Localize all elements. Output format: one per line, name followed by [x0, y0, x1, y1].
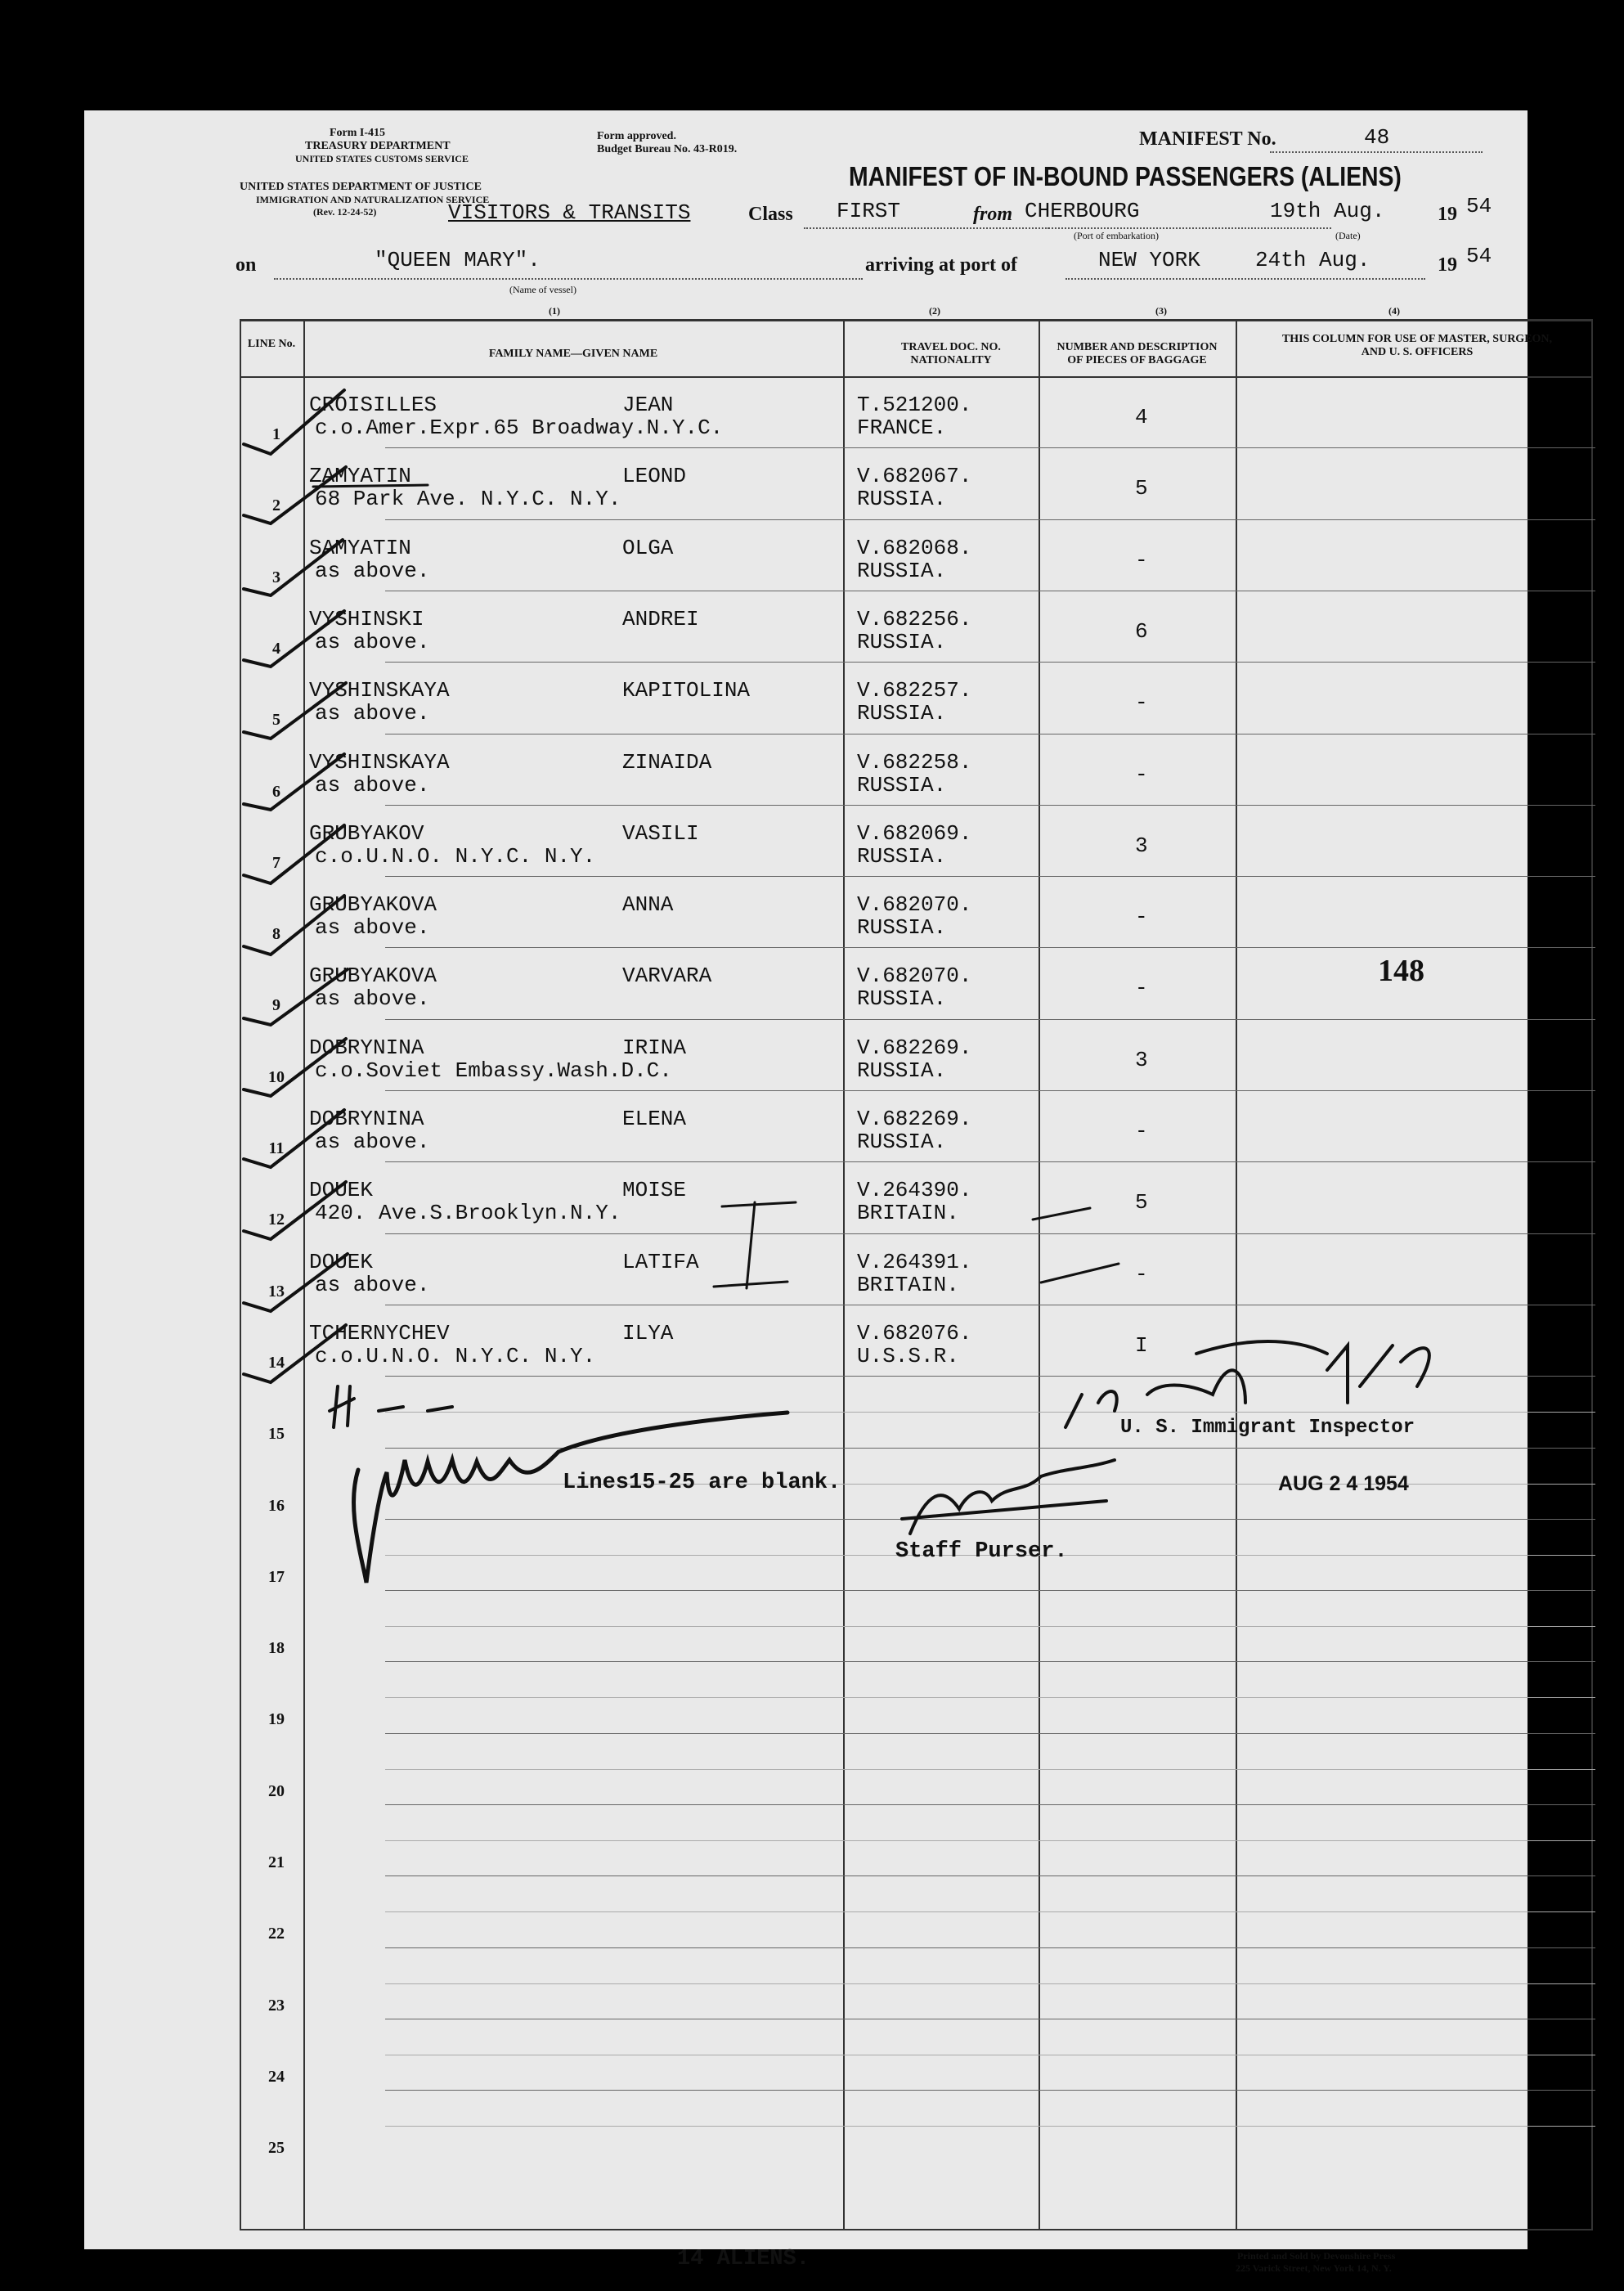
port-of-embarkation: CHERBOURG — [1025, 199, 1140, 223]
on-label: on — [236, 254, 257, 276]
purser-signature — [902, 1460, 1115, 1534]
row-line-number: 3 — [272, 568, 280, 586]
nationality: RUSSIA. — [857, 487, 947, 511]
printer-line-2: 225 Varick Street, New York 14, N. Y. — [1236, 2262, 1392, 2274]
nationality: RUSSIA. — [857, 844, 947, 869]
passenger-category: VISITORS & TRANSITS — [448, 200, 691, 225]
nationality: BRITAIN. — [857, 1201, 959, 1225]
family-name: DOBRYNINA — [309, 1035, 424, 1060]
travel-doc-number: V.682269. — [857, 1035, 972, 1060]
row-line-number: 19 — [268, 1710, 285, 1728]
family-name: VYSHINSKAYA — [309, 678, 450, 703]
address: as above. — [315, 1273, 430, 1297]
check-mark — [244, 969, 348, 1025]
given-name: ILYA — [622, 1321, 674, 1345]
baggage-count: - — [1135, 1119, 1148, 1143]
given-name: OLGA — [622, 536, 674, 560]
row-line-number: 18 — [268, 1639, 285, 1657]
travel-doc-number: V.682067. — [857, 464, 972, 488]
travel-doc-number: T.521200. — [857, 393, 972, 417]
travel-doc-number: V.264391. — [857, 1250, 972, 1274]
family-name: ZAMYATIN — [309, 464, 411, 488]
printer-line-1: Printed and Sold by Devonshire Press — [1237, 2250, 1396, 2262]
row-line-number: 6 — [272, 783, 280, 801]
travel-doc-number: V.264390. — [857, 1178, 972, 1202]
given-name: IRINA — [622, 1035, 687, 1060]
check-mark — [244, 1325, 346, 1382]
manifest-page — [84, 110, 1553, 2274]
given-name: ANDREI — [622, 607, 699, 631]
family-name: CROISILLES — [309, 393, 437, 417]
row-line-number: 17 — [268, 1568, 285, 1586]
check-mark — [244, 1110, 344, 1167]
address: c.o.Amer.Expr.65 Broadway.N.Y.C. — [315, 416, 724, 440]
check-mark — [244, 683, 346, 739]
arrival-year: 54 — [1466, 244, 1492, 268]
justice-dept: UNITED STATES DEPARTMENT OF JUSTICE — [240, 181, 482, 193]
check-mark — [244, 1039, 346, 1096]
given-name: LEOND — [622, 464, 687, 488]
date-caption: (Date) — [1335, 230, 1361, 241]
given-name: KAPITOLINA — [622, 678, 751, 703]
vessel-caption: (Name of vessel) — [509, 284, 576, 295]
travel-doc-number: V.682256. — [857, 607, 972, 631]
year-prefix: 19 — [1438, 204, 1457, 225]
check-mark — [244, 390, 344, 454]
travel-doc-number: V.682070. — [857, 964, 972, 988]
family-name: DOUEK — [309, 1250, 374, 1274]
nationality: RUSSIA. — [857, 701, 947, 725]
row-line-number: 24 — [268, 2068, 285, 2086]
col-number-1: (1) — [549, 305, 560, 317]
address: as above. — [315, 630, 430, 654]
customs-service: UNITED STATES CUSTOMS SERVICE — [295, 153, 469, 164]
row-line-number: 14 — [268, 1354, 285, 1372]
baggage-count: I — [1135, 1333, 1148, 1358]
row-line-number: 21 — [268, 1853, 285, 1871]
treasury-dept: TREASURY DEPARTMENT — [305, 140, 451, 152]
manifest-label: MANIFEST No. — [1139, 128, 1276, 150]
total-aliens: 14 ALIENS. — [677, 2247, 810, 2271]
dash-mark — [1033, 1208, 1090, 1220]
strike-mark — [313, 485, 428, 487]
address: as above. — [315, 559, 430, 583]
given-name: MOISE — [622, 1178, 687, 1202]
row-line-number: 7 — [272, 854, 280, 872]
arriving-label: arriving at port of — [865, 254, 1017, 276]
budget-bureau: Budget Bureau No. 43-R019. — [597, 143, 738, 155]
class-value: FIRST — [837, 199, 901, 223]
form-approved: Form approved. — [597, 130, 676, 142]
travel-doc-number: V.682070. — [857, 892, 972, 917]
baggage-count: 4 — [1135, 405, 1148, 429]
header-line-no: LINE No. — [247, 338, 296, 350]
col-number-3: (3) — [1155, 305, 1167, 317]
travel-doc-number: V.682269. — [857, 1107, 972, 1131]
family-name: GRUBYAKOVA — [309, 892, 437, 917]
address: c.o.U.N.O. N.Y.C. N.Y. — [315, 844, 596, 869]
baggage-count: - — [1135, 1262, 1148, 1287]
check-mark — [244, 825, 344, 883]
family-name: GRUBYAKOVA — [309, 964, 437, 988]
family-name: SAMYATIN — [309, 536, 411, 560]
check-mark — [244, 1182, 346, 1239]
given-name: LATIFA — [622, 1250, 699, 1274]
header-name: FAMILY NAME—GIVEN NAME — [488, 348, 658, 360]
nationality: RUSSIA. — [857, 559, 947, 583]
baggage-count: 5 — [1135, 476, 1148, 501]
nationality: RUSSIA. — [857, 1130, 947, 1154]
nationality: RUSSIA. — [857, 915, 947, 940]
travel-doc-number: V.682069. — [857, 821, 972, 846]
row-line-number: 10 — [268, 1068, 285, 1086]
staff-purser-caption: Staff Purser. — [895, 1539, 1068, 1564]
family-name: DOUEK — [309, 1178, 374, 1202]
address: as above. — [315, 1130, 430, 1154]
row-line-number: 12 — [268, 1211, 285, 1229]
bracket-mark — [714, 1202, 796, 1288]
end-mark — [330, 1386, 452, 1427]
handwritten-marks — [84, 110, 1528, 2249]
row-line-number: 13 — [268, 1283, 285, 1300]
row-line-number: 11 — [268, 1139, 285, 1157]
family-name: DOBRYNINA — [309, 1107, 424, 1131]
arrival-date: 24th Aug. — [1255, 248, 1371, 272]
embarkation-date: 19th Aug. — [1270, 199, 1385, 223]
given-name: ANNA — [622, 892, 674, 917]
family-name: TCHERNYCHEV — [309, 1321, 450, 1345]
revision: (Rev. 12-24-52) — [313, 206, 377, 218]
baggage-count: - — [1135, 548, 1148, 573]
nationality: FRANCE. — [857, 416, 947, 440]
travel-doc-number: V.682076. — [857, 1321, 972, 1345]
travel-doc-number: V.682257. — [857, 678, 972, 703]
inspector-caption: U. S. Immigrant Inspector — [1120, 1417, 1415, 1439]
family-name: GRUBYAKOV — [309, 821, 424, 846]
manifest-title: MANIFEST OF IN-BOUND PASSENGERS (ALIENS) — [849, 161, 1402, 191]
arrival-port: NEW YORK — [1098, 248, 1200, 272]
embarkation-year: 54 — [1466, 194, 1492, 218]
baggage-count: 6 — [1135, 619, 1148, 644]
baggage-count: - — [1135, 976, 1148, 1000]
row-line-number: 16 — [268, 1497, 285, 1515]
table-right-border — [1591, 319, 1593, 2229]
family-name: VYSHINSKAYA — [309, 750, 450, 775]
baggage-count: - — [1135, 690, 1148, 715]
ins-service: IMMIGRATION AND NATURALIZATION SERVICE — [256, 194, 490, 205]
nationality: RUSSIA. — [857, 773, 947, 797]
check-mark — [244, 896, 344, 955]
row-line-number: 23 — [268, 1997, 285, 2015]
row-line-number: 5 — [272, 711, 280, 729]
address: c.o.Soviet Embassy.Wash.D.C. — [315, 1058, 672, 1083]
row-line-number: 1 — [272, 425, 280, 443]
form-number: Form I-415 — [330, 127, 386, 139]
family-name: VYSHINSKI — [309, 607, 424, 631]
travel-doc-number: V.682258. — [857, 750, 972, 775]
col-number-4: (4) — [1388, 305, 1400, 317]
nationality: U.S.S.R. — [857, 1344, 959, 1368]
officer-stamp: 148 — [1378, 954, 1424, 988]
class-label: Class — [748, 204, 793, 225]
nationality: RUSSIA. — [857, 1058, 947, 1083]
year-prefix-2: 19 — [1438, 254, 1457, 276]
blank-lines-note: Lines15-25 are blank. — [563, 1471, 841, 1495]
header-officers: THIS COLUMN FOR USE OF MASTER, SURGEON, AND U. S. OFFICERS — [1281, 333, 1553, 358]
dash-mark — [1041, 1264, 1119, 1283]
header-travel-doc: TRAVEL DOC. NO. NATIONALITY — [901, 341, 1001, 366]
given-name: ELENA — [622, 1107, 687, 1131]
check-mark — [244, 467, 346, 523]
row-line-number: 8 — [272, 925, 280, 943]
row-line-number: 20 — [268, 1782, 285, 1800]
given-name: ZINAIDA — [622, 750, 712, 775]
nationality: RUSSIA. — [857, 986, 947, 1011]
port-embark-caption: (Port of embarkation) — [1074, 230, 1159, 241]
manifest-number: 48 — [1364, 125, 1390, 150]
row-line-number: 9 — [272, 996, 280, 1014]
nationality: BRITAIN. — [857, 1273, 959, 1297]
baggage-count: 3 — [1135, 1048, 1148, 1072]
master-signature — [354, 1413, 787, 1583]
header-baggage: NUMBER AND DESCRIPTION OF PIECES OF BAGGAGE — [1056, 341, 1218, 366]
vessel-name: "QUEEN MARY". — [375, 248, 541, 272]
check-mark — [244, 754, 344, 810]
address: 68 Park Ave. N.Y.C. N.Y. — [315, 487, 621, 511]
inspector-date-stamp: AUG 2 4 1954 — [1278, 1472, 1409, 1495]
travel-doc-number: V.682068. — [857, 536, 972, 560]
baggage-count: - — [1135, 905, 1148, 929]
from-label: from — [973, 204, 1012, 225]
row-line-number: 22 — [268, 1925, 285, 1943]
inspector-signature — [1065, 1341, 1429, 1427]
given-name: VASILI — [622, 821, 699, 846]
address: as above. — [315, 773, 430, 797]
row-line-number: 4 — [272, 640, 280, 658]
row-line-number: 2 — [272, 496, 280, 514]
baggage-count: - — [1135, 762, 1148, 787]
address: as above. — [315, 701, 430, 725]
row-line-number: 25 — [268, 2139, 285, 2157]
check-mark — [244, 1254, 348, 1311]
col-number-2: (2) — [929, 305, 940, 317]
check-mark — [244, 611, 344, 667]
address: as above. — [315, 915, 430, 940]
row-line-number: 15 — [268, 1425, 285, 1443]
address: c.o.U.N.O. N.Y.C. N.Y. — [315, 1344, 596, 1368]
check-mark — [244, 540, 343, 595]
address: as above. — [315, 986, 430, 1011]
given-name: VARVARA — [622, 964, 712, 988]
address: 420. Ave.S.Brooklyn.N.Y. — [315, 1201, 621, 1225]
baggage-count: 5 — [1135, 1190, 1148, 1215]
baggage-count: 3 — [1135, 833, 1148, 858]
nationality: RUSSIA. — [857, 630, 947, 654]
given-name: JEAN — [622, 393, 674, 417]
